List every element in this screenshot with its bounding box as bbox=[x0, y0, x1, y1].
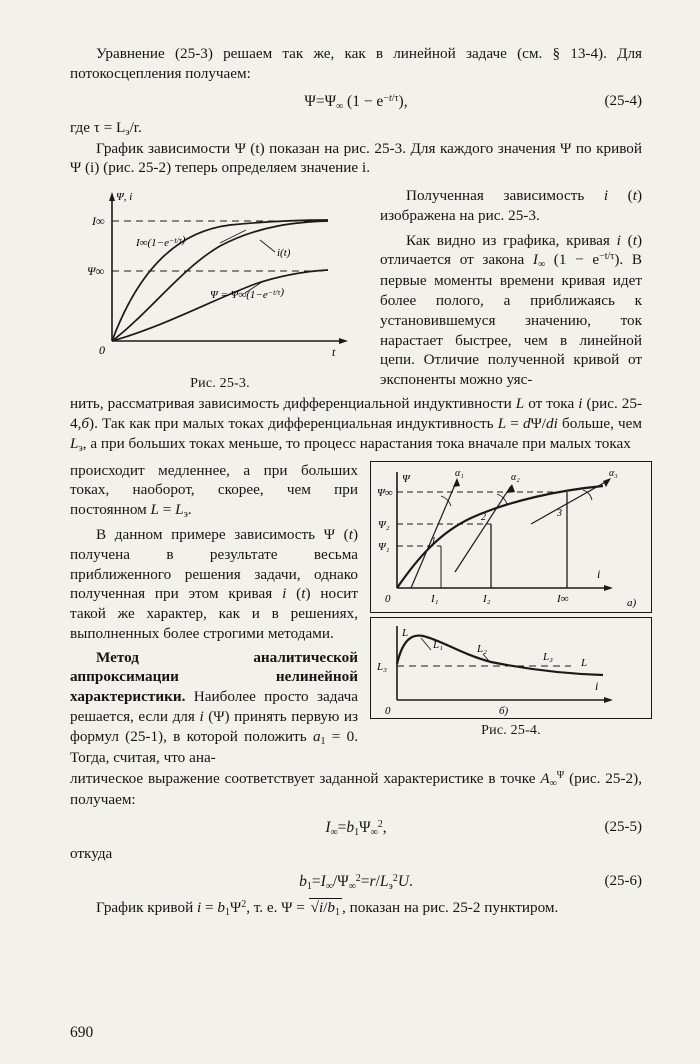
fig2a-angle-2: α₂ bbox=[511, 471, 520, 483]
paragraph-1 bbox=[70, 44, 642, 84]
left-text-column bbox=[70, 461, 370, 768]
fig1-label-exp: $I\infty(1-e^{-t/\tau})$ bbox=[136, 234, 186, 249]
formula-25-4-number: (25-4) bbox=[604, 92, 642, 109]
fig2a-tick-i-2: I₂ bbox=[483, 592, 491, 605]
fig2a-tick-psi-inf: Ψ∞ bbox=[377, 486, 393, 499]
formula-25-6-body: $b_1=I_\infty/\Psi_\infty^2=r/L_э^2U$. bbox=[299, 872, 413, 892]
formula-25-4-body: $\Psi=\Psi_\infty$ $(1 - e^{-t/\tau})$, bbox=[304, 92, 408, 112]
fig2a-point-1: 1 bbox=[431, 535, 436, 547]
figure-25-4-part-b-graph bbox=[371, 618, 651, 718]
paragraph-6: нить, рассматривая зависимость дифференциальной индуктивности L от тока i (рис. 25-4,б). Так как при малых токах дифференциальная индуктивность L = dΨ/di больше, чем $L_э$, а при больших токах меньше, то процесс нарастания тока вначале при малых токах bbox=[70, 395, 643, 454]
paragraph-11: откуда bbox=[70, 845, 113, 862]
fig1-tick-i-inf: I∞ bbox=[92, 214, 105, 228]
fig2a-tick-i-inf: I∞ bbox=[557, 592, 569, 605]
paragraph-4: Полученная зависимость i (t) изображена на рис. 25-3. bbox=[380, 187, 642, 224]
fig2a-tick-i-1: I₁ bbox=[431, 592, 439, 605]
fig2b-label-l: L bbox=[581, 656, 588, 669]
fig1-y-axis-label: Ψ, i bbox=[116, 191, 133, 203]
fig2a-origin-label: 0 bbox=[385, 592, 391, 605]
fig1-label-i: i(t) bbox=[277, 247, 291, 259]
fig2a-tick-psi-1: Ψ₁ bbox=[378, 540, 390, 553]
paragraph-3: График зависимости Ψ (t) показан на рис. 25-3. Для каждого значения Ψ по кривой Ψ (i) (рис. 25-2) теперь определяем значение i. bbox=[70, 139, 642, 177]
fig2b-part-label: б) bbox=[499, 704, 509, 717]
paragraph-2-sub: э bbox=[125, 126, 130, 138]
formula-25-6 bbox=[70, 873, 642, 892]
fig2a-point-3: 3 bbox=[557, 507, 562, 519]
fig2a-point-2: 2 bbox=[481, 511, 486, 523]
fig2a-x-axis-label: i bbox=[597, 566, 601, 581]
figure-25-4-caption: Рис. 25-4. bbox=[481, 722, 541, 738]
fig2a-tick-psi-2: Ψ₂ bbox=[378, 518, 390, 531]
formula-25-5-number: (25-5) bbox=[604, 819, 642, 835]
figure-25-4-part-a bbox=[370, 461, 652, 613]
fig2b-x-axis-label: i bbox=[595, 678, 599, 693]
fig2b-origin-label: 0 bbox=[385, 704, 391, 717]
paragraph-5: Как видно из графика, кривая i (t) отличается от закона $I_\infty$ $(1 - e^{-t/\tau})$. В первые моменты времени кривая идет более полого, а приближаясь к установившемуся значению, ток нарастает быстрее, чем в линейной цепи. Отличие полученной кривой от экспоненты можно уяс- bbox=[380, 231, 642, 388]
fig2b-label-l-2: L₂ bbox=[477, 642, 487, 655]
formula-25-4 bbox=[70, 93, 642, 112]
fig2b-y-axis-label: L bbox=[402, 626, 409, 639]
fig1-x-axis-label: t bbox=[332, 345, 336, 359]
paragraph-9-heading: Метод аналитической аппроксимации нелинейной характеристики. bbox=[70, 648, 358, 705]
figure-25-3-caption: Рис. 25-3. bbox=[190, 376, 250, 391]
text-and-figure-25-4-row bbox=[70, 461, 642, 768]
paragraph-1-part1: Уравнение (25-3) решаем так же, как в линейной задаче bbox=[96, 45, 507, 62]
figure-side-text bbox=[370, 186, 642, 390]
fig1-tick-psi-inf: Ψ∞ bbox=[87, 264, 104, 278]
fig2a-y-axis-label: Ψ bbox=[402, 472, 410, 485]
paragraph-8: В данном примере зависимость Ψ (t) получена в результате весьма приближенного решения задачи, однако полученная при этом кривая i (t) носит такой же характер, как и в решениях, выполненных более строгими методами. bbox=[70, 526, 359, 642]
fig2b-label-l-3: L₃ bbox=[543, 650, 553, 663]
fig2b-tick-l-3: L₃ bbox=[377, 660, 387, 673]
fig2a-part-label: а) bbox=[627, 596, 637, 609]
figure-25-3-graph bbox=[70, 186, 370, 376]
paragraph-2: где $\tau = L_э/r$. bbox=[70, 118, 142, 138]
figure-25-4-part-b bbox=[370, 617, 652, 719]
page-number: 690 bbox=[70, 1024, 94, 1041]
paragraph-1-part2: (см. § 13-4). Для потокосцепления получаем: bbox=[70, 45, 643, 82]
formula-25-5 bbox=[70, 819, 642, 838]
paragraph-7: происходит медленнее, а при больших токах, наоборот, скорее, чем при постоянном $L = L_э$. bbox=[70, 461, 358, 520]
figure-25-4 bbox=[370, 461, 652, 739]
fig2a-angle-3: α₃ bbox=[609, 467, 618, 479]
paragraph-12: График кривой $i = b_1\Psi^2$, т. е. $\Psi = √i/b_1$ , показан на рис. 25-2 пунктиром. bbox=[96, 898, 559, 918]
figure-25-4-part-a-graph bbox=[371, 462, 651, 612]
fig1-label-psi: $\Psi = \Psi\infty(1-e^{-t/\tau})$ bbox=[210, 286, 285, 301]
formula-25-6-number: (25-6) bbox=[604, 872, 642, 889]
fig2b-label-l-1: L₁ bbox=[433, 638, 443, 651]
paragraph-9: Метод аналитической аппроксимации нелинейной характеристики. Наиболее просто задача решается, если для i (Ψ) принять первую из формул (25-1), в которой положить $a_1 = 0$. Тогда, считая, что ана- bbox=[70, 648, 358, 766]
fig1-origin-label: 0 bbox=[99, 343, 105, 357]
figure-and-text-row bbox=[70, 186, 642, 392]
fig2a-angle-1: α₁ bbox=[455, 467, 464, 479]
paragraph-10: литическое выражение соответствует заданной характеристике в точке $A_\infty^\Psi$ (рис. 25-2), получаем: bbox=[70, 770, 642, 809]
figure-25-3 bbox=[70, 186, 370, 392]
formula-25-5-body: $I_\infty=b_1\Psi_\infty^2$, bbox=[325, 819, 387, 838]
